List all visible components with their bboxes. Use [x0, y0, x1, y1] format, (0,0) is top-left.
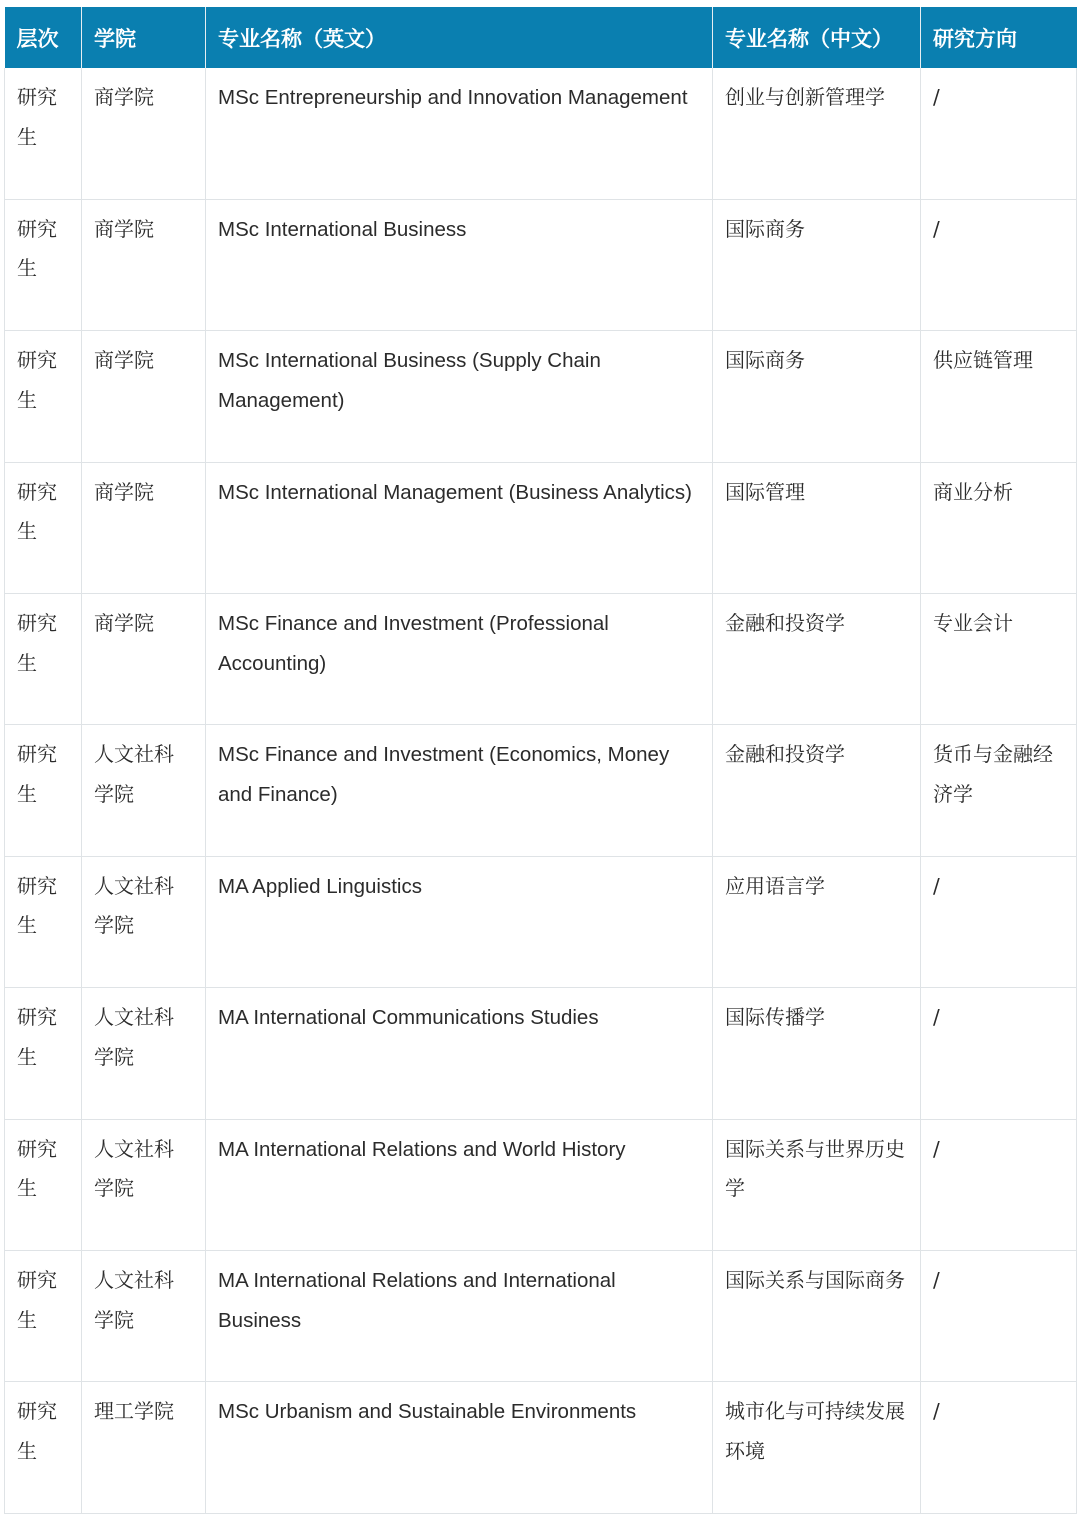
cell-school: 人文社科学院	[82, 725, 206, 856]
cell-direction: /	[921, 199, 1077, 330]
cell-direction: /	[921, 988, 1077, 1119]
program-table-container	[4, 7, 1076, 1514]
cell-name-cn: 国际关系与国际商务	[713, 1251, 921, 1382]
cell-school: 商学院	[82, 331, 206, 462]
cell-level: 研究生	[5, 1251, 82, 1382]
cell-school: 人文社科学院	[82, 1119, 206, 1250]
cell-direction: 商业分析	[921, 462, 1077, 593]
table-row	[5, 988, 1077, 1119]
header-school: 学院	[82, 7, 206, 68]
cell-level: 研究生	[5, 331, 82, 462]
cell-name-en: MSc Urbanism and Sustainable Environments	[206, 1382, 713, 1513]
header-direction: 研究方向	[921, 7, 1077, 68]
table-row	[5, 1382, 1077, 1513]
cell-name-en: MSc Entrepreneurship and Innovation Management	[206, 68, 713, 199]
table-row	[5, 331, 1077, 462]
cell-school: 人文社科学院	[82, 856, 206, 987]
cell-name-en: MSc International Business	[206, 199, 713, 330]
cell-direction: /	[921, 1251, 1077, 1382]
program-table	[4, 7, 1077, 1514]
cell-school: 人文社科学院	[82, 988, 206, 1119]
cell-name-en: MA International Communications Studies	[206, 988, 713, 1119]
header-name-en: 专业名称（英文）	[206, 7, 713, 68]
cell-school: 商学院	[82, 68, 206, 199]
cell-name-cn: 国际传播学	[713, 988, 921, 1119]
cell-level: 研究生	[5, 856, 82, 987]
header-level: 层次	[5, 7, 82, 68]
cell-school: 商学院	[82, 199, 206, 330]
table-row	[5, 1119, 1077, 1250]
table-row	[5, 856, 1077, 987]
cell-name-en: MSc International Management (Business Analytics)	[206, 462, 713, 593]
cell-name-en: MA International Relations and International Business	[206, 1251, 713, 1382]
table-row	[5, 594, 1077, 725]
header-row	[5, 7, 1077, 68]
cell-level: 研究生	[5, 725, 82, 856]
table-header	[5, 7, 1077, 68]
cell-school: 理工学院	[82, 1382, 206, 1513]
cell-name-cn: 国际商务	[713, 331, 921, 462]
cell-direction: 专业会计	[921, 594, 1077, 725]
cell-name-cn: 金融和投资学	[713, 594, 921, 725]
cell-level: 研究生	[5, 199, 82, 330]
cell-school: 商学院	[82, 462, 206, 593]
cell-name-en: MSc Finance and Investment (Economics, Money and Finance)	[206, 725, 713, 856]
cell-name-en: MA Applied Linguistics	[206, 856, 713, 987]
cell-direction: /	[921, 68, 1077, 199]
cell-direction: /	[921, 1119, 1077, 1250]
cell-name-cn: 金融和投资学	[713, 725, 921, 856]
table-row	[5, 68, 1077, 199]
cell-name-cn: 国际商务	[713, 199, 921, 330]
cell-direction: 货币与金融经济学	[921, 725, 1077, 856]
cell-level: 研究生	[5, 594, 82, 725]
cell-name-cn: 国际关系与世界历史学	[713, 1119, 921, 1250]
cell-name-en: MA International Relations and World History	[206, 1119, 713, 1250]
cell-direction: /	[921, 1382, 1077, 1513]
cell-level: 研究生	[5, 462, 82, 593]
cell-name-cn: 城市化与可持续发展环境	[713, 1382, 921, 1513]
cell-level: 研究生	[5, 1119, 82, 1250]
cell-name-en: MSc International Business (Supply Chain Management)	[206, 331, 713, 462]
cell-level: 研究生	[5, 1382, 82, 1513]
cell-name-en: MSc Finance and Investment (Professional Accounting)	[206, 594, 713, 725]
table-row	[5, 462, 1077, 593]
cell-name-cn: 国际管理	[713, 462, 921, 593]
cell-level: 研究生	[5, 988, 82, 1119]
table-body	[5, 68, 1077, 1513]
cell-name-cn: 应用语言学	[713, 856, 921, 987]
cell-direction: 供应链管理	[921, 331, 1077, 462]
header-name-cn: 专业名称（中文）	[713, 7, 921, 68]
table-row	[5, 1251, 1077, 1382]
cell-school: 人文社科学院	[82, 1251, 206, 1382]
table-row	[5, 199, 1077, 330]
cell-level: 研究生	[5, 68, 82, 199]
table-row	[5, 725, 1077, 856]
cell-direction: /	[921, 856, 1077, 987]
cell-name-cn: 创业与创新管理学	[713, 68, 921, 199]
cell-school: 商学院	[82, 594, 206, 725]
